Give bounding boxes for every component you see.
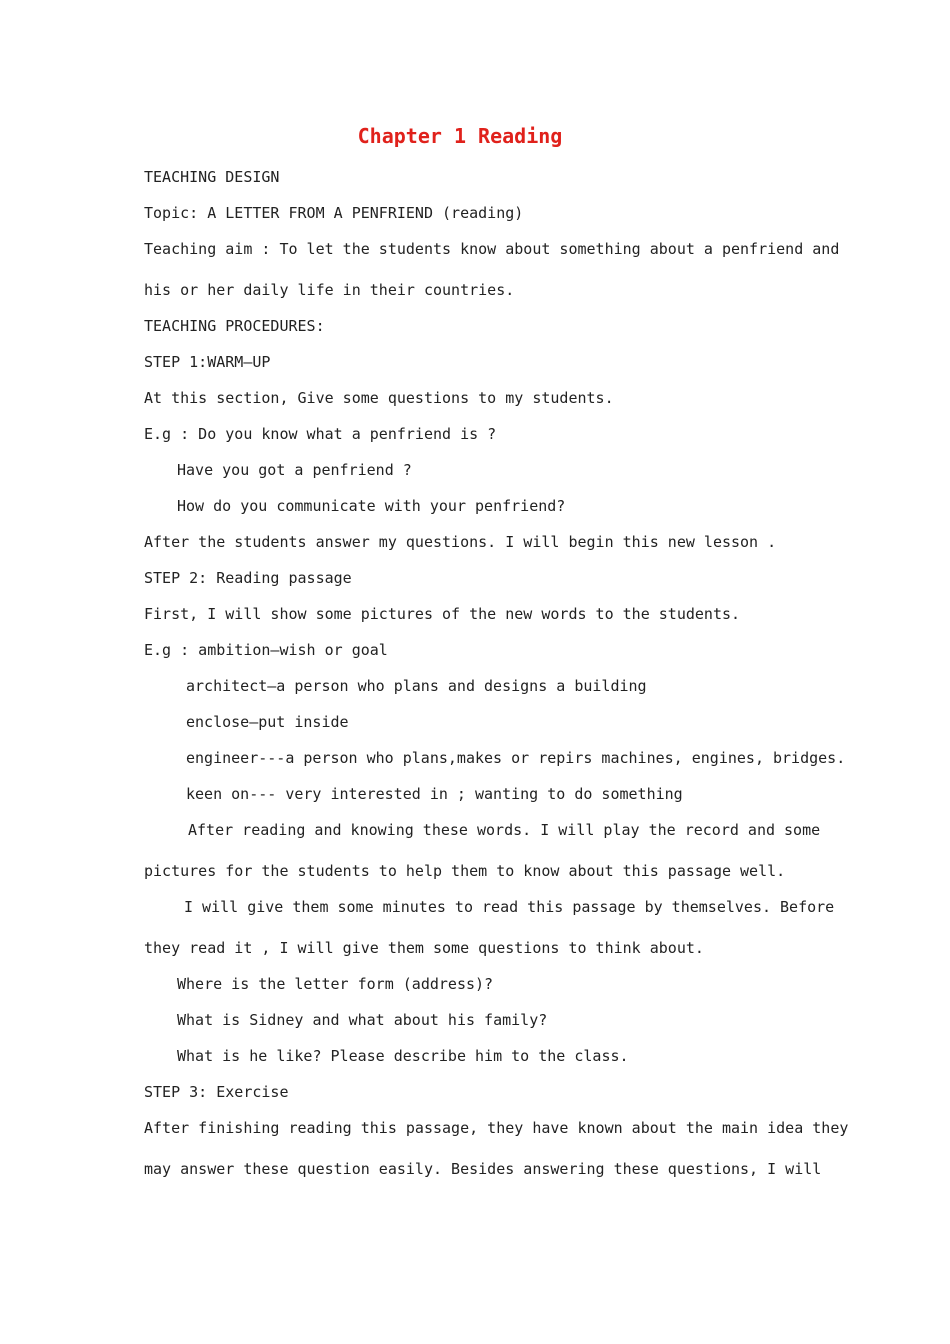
step-2-heading: STEP 2: Reading passage bbox=[144, 569, 352, 587]
paragraph-line: After finishing reading this passage, they have known about the main idea they bbox=[144, 1119, 849, 1137]
paragraph-line: pictures for the students to help them to know about this passage well. bbox=[144, 862, 786, 880]
discussion-question: What is he like? Please describe him to the class. bbox=[177, 1047, 629, 1065]
vocabulary-item: architect—a person who plans and designs a building bbox=[186, 677, 647, 695]
paragraph-line: At this section, Give some questions to my students. bbox=[144, 389, 614, 407]
example-question: How do you communicate with your penfriend? bbox=[177, 497, 566, 515]
vocabulary-item: enclose—put inside bbox=[186, 713, 349, 731]
step-3-heading: STEP 3: Exercise bbox=[144, 1083, 289, 1101]
paragraph-line: may answer these question easily. Besides answering these questions, I will bbox=[144, 1160, 822, 1178]
paragraph-line: After the students answer my questions. I will begin this new lesson . bbox=[144, 533, 777, 551]
example-question: E.g : Do you know what a penfriend is ? bbox=[144, 425, 497, 443]
teaching-aim-line: Teaching aim : To let the students know about something about a penfriend and bbox=[144, 240, 840, 258]
section-heading-procedures: TEACHING PROCEDURES: bbox=[144, 317, 325, 335]
vocabulary-item: keen on--- very interested in ; wanting to do something bbox=[186, 785, 683, 803]
paragraph-line: I will give them some minutes to read this passage by themselves. Before bbox=[184, 898, 835, 916]
step-1-heading: STEP 1:WARM—UP bbox=[144, 353, 271, 371]
document-title: Chapter 1 Reading bbox=[357, 124, 563, 148]
paragraph-line: First, I will show some pictures of the new words to the students. bbox=[144, 605, 741, 623]
vocabulary-item: engineer---a person who plans,makes or repirs machines, engines, bridges. bbox=[186, 749, 846, 767]
example-question: Have you got a penfriend ? bbox=[177, 461, 412, 479]
teaching-aim-continuation: his or her daily life in their countries. bbox=[144, 281, 515, 299]
vocabulary-item: E.g : ambition—wish or goal bbox=[144, 641, 388, 659]
topic-line: Topic: A LETTER FROM A PENFRIEND (reading) bbox=[144, 204, 524, 222]
paragraph-line: After reading and knowing these words. I will play the record and some bbox=[188, 821, 821, 839]
paragraph-line: they read it , I will give them some questions to think about. bbox=[144, 939, 704, 957]
discussion-question: What is Sidney and what about his family? bbox=[177, 1011, 548, 1029]
section-heading-teaching-design: TEACHING DESIGN bbox=[144, 168, 280, 186]
discussion-question: Where is the letter form (address)? bbox=[177, 975, 494, 993]
